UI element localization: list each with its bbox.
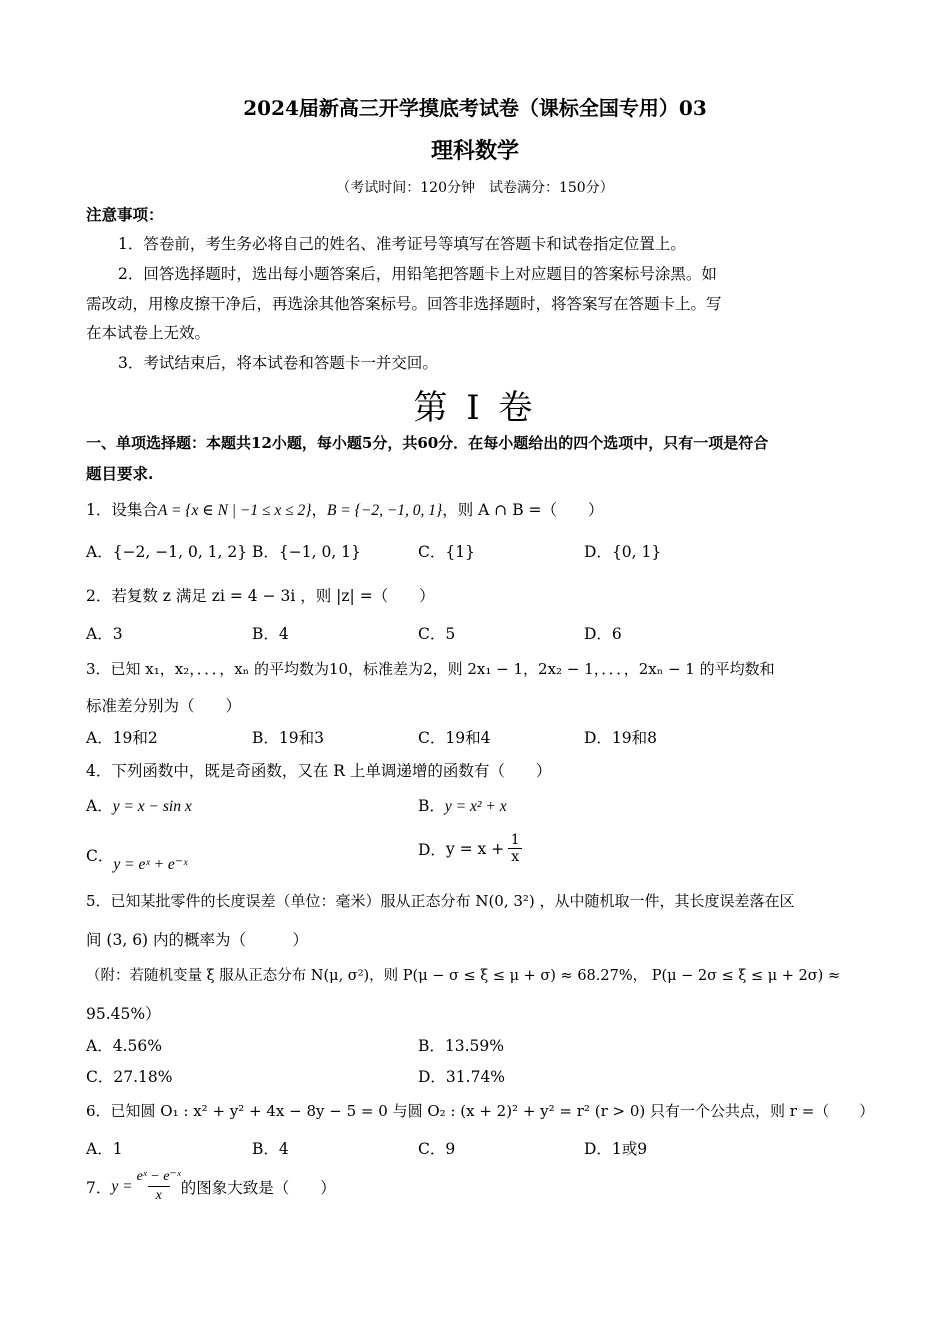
q4-option-c-label: C．: [86, 847, 114, 865]
q4-option-d-fraction: [508, 832, 522, 865]
q3-option-b[interactable]: B．19和3: [252, 729, 324, 747]
q4-option-b[interactable]: [418, 794, 507, 816]
q1-option-b-text: {−1, 0, 1}: [278, 543, 361, 561]
q1-option-b[interactable]: [252, 540, 361, 562]
exam-subject: 理科数学: [430, 138, 519, 164]
question-7-numerator: eˣ − e⁻ˣ: [136, 1169, 181, 1184]
section-heading: 一、单项选择题：本题共12小题，每小题5分，共60分．在每小题给出的四个选项中，只有一项是符合: [86, 434, 769, 452]
question-1-suffix: ，则 A ∩ B =（ ）: [442, 501, 604, 519]
q3-option-d[interactable]: D．19和8: [584, 729, 658, 747]
notice-item-2: 2．回答选择题时，选出每小题答案后，用铅笔把答题卡上对应题目的答案标号涂黑。如: [118, 265, 717, 283]
q6-option-c[interactable]: C．9: [418, 1140, 456, 1158]
notice-item-2-cont: 需改动，用橡皮擦干净后，再选涂其他答案标号。回答非选择题时，将答案写在答题卡上。写: [86, 295, 722, 313]
question-1-prefix: 1．设集合: [86, 501, 158, 519]
section-heading-cont: 题目要求.: [86, 464, 154, 483]
q1-option-c[interactable]: [418, 540, 475, 562]
notice-heading: 注意事项：: [86, 205, 164, 224]
question-2: 2．若复数 z 满足 zi = 4 − 3i ，则 |z| =（ ）: [86, 587, 435, 605]
question-3: 3．已知 x₁，x₂，．．．，xₙ 的平均数为10，标准差为2，则 2x₁ − 1，2x₂ − 1，．．．，2xₙ − 1 的平均数和: [86, 660, 775, 678]
question-5-note-cont: 95.45%）: [86, 1005, 161, 1023]
question-7-suffix: 的图象大致是（ ）: [180, 1178, 336, 1197]
q5-option-b[interactable]: B．13.59%: [418, 1037, 504, 1055]
question-5: 5．已知某批零件的长度误差（单位：毫米）服从正态分布 N(0, 3²) ，从中随机取一件，其长度误差落在区: [86, 892, 795, 910]
q1-option-a-label: A．: [86, 543, 113, 561]
q6-option-d[interactable]: D．1或9: [584, 1140, 648, 1158]
q2-option-c[interactable]: C．5: [418, 625, 456, 643]
exam-time-info: （考试时间：120分钟 试卷满分：150分）: [336, 180, 614, 196]
question-1: [86, 498, 604, 520]
q5-option-a[interactable]: A．4.56%: [86, 1037, 162, 1055]
q4-option-d-numerator: 1: [510, 832, 520, 848]
q2-option-b[interactable]: B．4: [252, 625, 289, 643]
question-7: [86, 1168, 336, 1205]
q1-option-a[interactable]: [86, 540, 247, 562]
q6-option-b[interactable]: B．4: [252, 1140, 289, 1158]
question-7-fraction: [137, 1168, 181, 1205]
q4-option-b-text: y = x² + x: [444, 798, 507, 815]
notice-item-1: 1．答卷前，考生务必将自己的姓名、准考证号等填写在答题卡和试卷指定位置上。: [118, 235, 686, 253]
exam-title: 2024届新高三开学摸底考试卷（课标全国专用）03: [243, 96, 707, 120]
q1-option-c-text: {1}: [445, 543, 475, 561]
q1-option-a-text: {−2, −1, 0, 1, 2}: [112, 543, 248, 561]
question-6: 6．已知圆 O₁ : x² + y² + 4x − 8y − 5 = 0 与圆 O₂ : (x + 2)² + y² = r² (r > 0) 只有一个公共点，则 r =（ ）: [86, 1102, 875, 1120]
question-1-sep: ，: [311, 501, 327, 519]
q4-option-c[interactable]: [86, 844, 188, 873]
notice-item-3: 3．考试结束后，将本试卷和答题卡一并交回。: [118, 354, 438, 372]
question-3-cont: 标准差分别为（ ）: [86, 697, 242, 715]
q3-option-c[interactable]: C．19和4: [418, 729, 491, 747]
q4-option-d-denominator: x: [508, 848, 522, 865]
q1-option-d-label: D．: [584, 543, 612, 561]
q2-option-a[interactable]: A．3: [86, 625, 123, 643]
q5-option-c[interactable]: C．27.18%: [86, 1068, 173, 1086]
q4-option-a-text: y = x − sin x: [112, 798, 192, 815]
question-5-note: （附：若随机变量 ξ 服从正态分布 N(μ, σ²)，则 P(μ − σ ≤ ξ ≤ μ + σ) ≈ 68.27%， P(μ − 2σ ≤ ξ ≤ μ + 2σ) ≈: [86, 968, 841, 984]
q4-option-d-label: D．: [418, 840, 446, 859]
q4-option-b-label: B．: [418, 797, 445, 815]
volume-heading: 第 I 卷: [413, 388, 537, 428]
q4-option-d-lhs: y = x +: [445, 839, 505, 858]
q1-option-b-label: B．: [252, 543, 279, 561]
question-1-set-b: B = {−2, −1, 0, 1}: [327, 502, 443, 519]
question-7-prefix: 7．: [86, 1178, 112, 1197]
question-5-cont: 间 (3, 6) 内的概率为（ ）: [86, 931, 309, 949]
q4-option-c-text: y = eˣ + e⁻ˣ: [113, 856, 188, 873]
q4-option-d[interactable]: [418, 832, 522, 865]
q1-option-c-label: C．: [418, 543, 446, 561]
notice-item-2-end: 在本试卷上无效。: [86, 324, 211, 342]
question-1-set-a: A = {x ∈ N | −1 ≤ x ≤ 2}: [157, 502, 312, 519]
question-7-lhs: y =: [111, 1177, 133, 1195]
question-4: 4．下列函数中，既是奇函数，又在 R 上单调递增的函数有（ ）: [86, 762, 552, 780]
q1-option-d-text: {0, 1}: [611, 543, 662, 561]
q2-option-d[interactable]: D．6: [584, 625, 622, 643]
q1-option-d[interactable]: [584, 540, 661, 562]
q4-option-a-label: A．: [86, 797, 113, 815]
q5-option-d[interactable]: D．31.74%: [418, 1068, 506, 1086]
q4-option-a[interactable]: [86, 794, 192, 816]
q3-option-a[interactable]: A．19和2: [86, 729, 158, 747]
question-7-denominator: x: [148, 1186, 170, 1205]
q6-option-a[interactable]: A．1: [86, 1140, 123, 1158]
